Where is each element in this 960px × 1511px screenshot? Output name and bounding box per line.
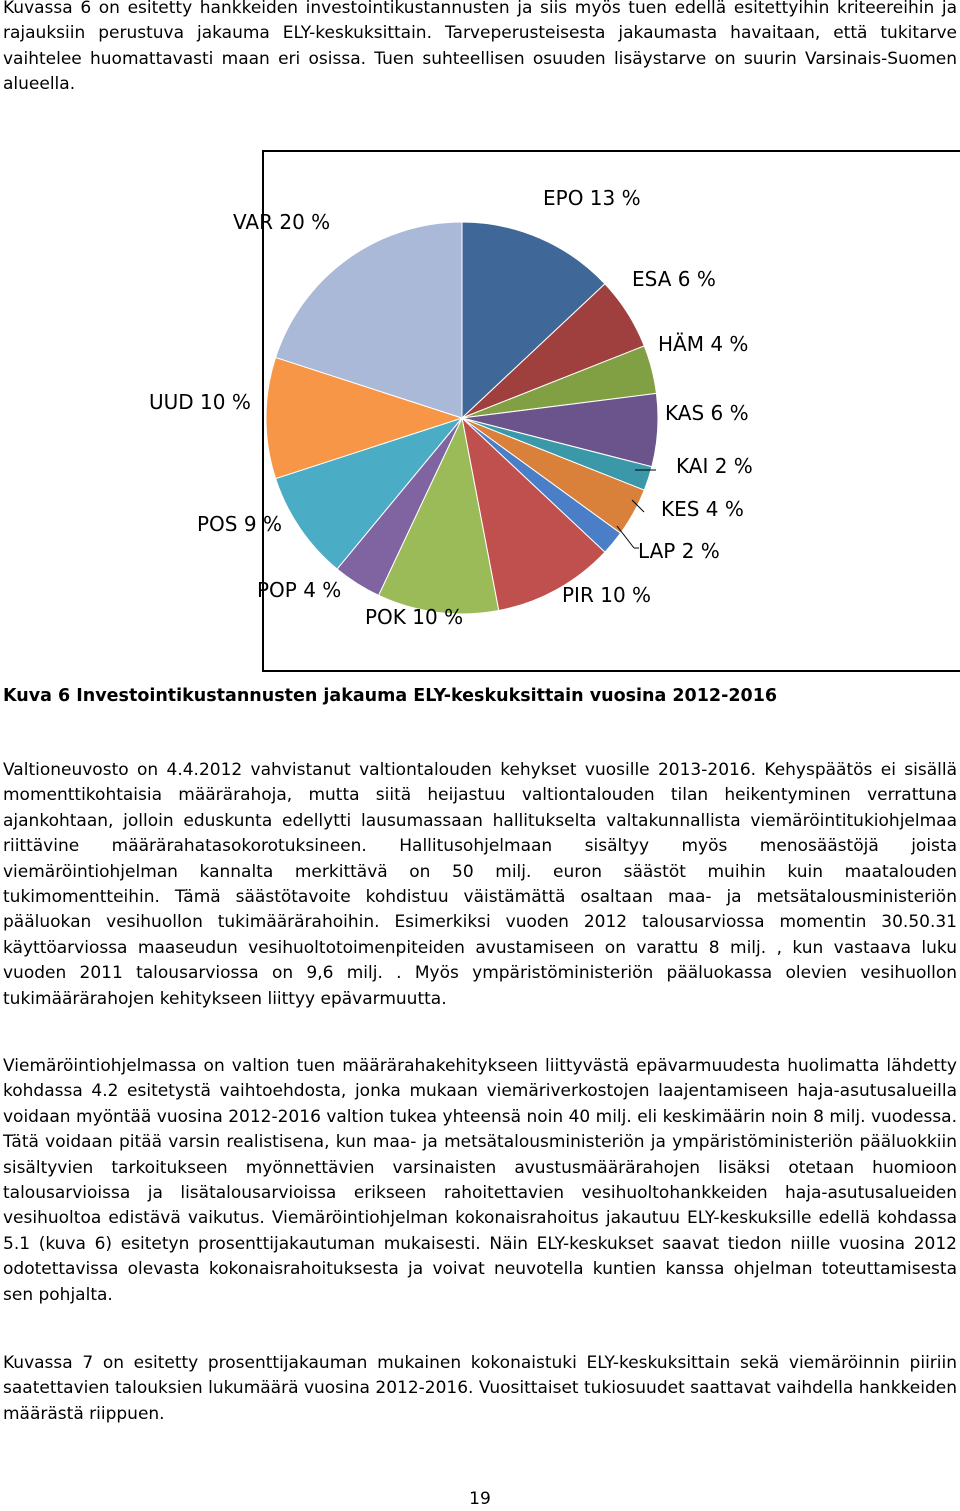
paragraph-kehykset: Valtioneuvosto on 4.4.2012 vahvistanut valtiontalouden kehykset vuosille 2013-2016. Kehyspäätös ei sisällä momenttikohtaisia määrärahoja, mutta siitä heijastuu valtiontalouden tilan heikentyminen verrattuna ajankohtaan, jolloin eduskunta edellytti lausumassaan hallitukselta valtakunnallista viemäröintitukiohjelmaa riittävine määrärahatasokorotuksineen. Hallitusohjelmaan sisältyy myös menosäästöjä joista viemäröintiohjelman kannalta merkittävä on 50 milj. euron säästöt muihin kuin maatalouden tukimomentteihin. Tämä säästötavoite kohdistuu väistämättä osaltaan maa- ja metsätalousministeriön pääluokan vesihuollon tukimäärärahoihin. Esimerkiksi vuoden 2012 talousarviossa momentin 30.50.31 käyttöarviossa maaseudun vesihuoltotoimenpiteiden avustamiseen on varattu 8 milj. , kun vastaava luku vuoden 2011 talousarviossa on 9,6 milj. . Myös ympäristöministeriön pääluokassa olevien vesihuollon tukimäärärahojen kehitykseen liittyy epävarmuutta. <box>3 760 957 1009</box>
page-number: 19 <box>469 1489 491 1509</box>
intro-paragraph: Kuvassa 6 on esitetty hankkeiden investointikustannusten ja siis myös tuen edellä esitettyihin kriteereihin ja rajauksiin perustuva jakauma ELY-keskuksittain. Tarveperusteisesta jakaumasta havaitaan, että tukitarve vaihtelee huomattavasti maan eri osissa. Tuen suhteellisen osuuden lisäystarve on suurin Varsinais-Suomen alueella. <box>3 0 957 95</box>
paragraph-viemarointiohjelma: Viemäröintiohjelmassa on valtion tuen määrärahakehitykseen liittyvästä epävarmuudesta huolimatta lähdetty kohdassa 4.2 esitetystä vaihtoehdosta, jonka mukaan viemäriverkostojen laajentamiseen haja-asutusalueilla voidaan myöntää vuosina 2012-2016 valtion tukea yhteensä noin 40 milj. eli keskimäärin noin 8 milj. vuodessa. Tätä voidaan pitää varsin realistisena, kun maa- ja metsätalousministeriön ja ympäristöministeriön pääluokkiin sisältyvien tarkoitukseen myönnettävien varsinaisten avustusmäärärahojen lisäksi otetaan huomioon talousarvioissa ja lisätalousarvioissa erikseen rahoitettavien vesihuoltohankkeiden haja-asutusalueiden vesihuoltoa edistävä vaikutus. Viemäröintiohjelman kokonaisrahoitus jakautuu ELY-keskuksille edellä kohdassa 5.1 (kuva 6) esitetyn prosenttijakautuman mukaisesti. Näin ELY-keskukset saavat tiedon niille vuosina 2012 odotettavissa olevasta kokonaisrahoituksesta ja voivat neuvotella kuntien kanssa ohjelman toteuttamisesta sen pohjalta. <box>3 1056 957 1305</box>
pie-label-kas: KAS 6 % <box>665 401 749 425</box>
pie-chart-frame <box>149 150 960 672</box>
leader-line <box>617 526 634 548</box>
paragraph-kuva-7: Kuvassa 7 on esitetty prosenttijakauman mukainen kokonaistuki ELY-keskuksittain sekä viemäröinnin piiriin saatettavien talouksien lukumäärä vuosina 2012-2016. Vuosittaiset tukiosuudet saattavat vaihdella hankkeiden määrästä riippuen. <box>3 1353 957 1424</box>
pie-label-uud: UUD 10 % <box>149 390 251 414</box>
pie-label-häm: HÄM 4 % <box>658 332 749 356</box>
pie-label-pop: POP 4 % <box>257 578 342 602</box>
pie-label-kes: KES 4 % <box>661 497 744 521</box>
pie-label-pir: PIR 10 % <box>562 583 652 607</box>
pie-label-esa: ESA 6 % <box>632 267 716 291</box>
pie-label-pos: POS 9 % <box>197 512 282 536</box>
pie-label-pok: POK 10 % <box>365 605 464 629</box>
pie-label-lap: LAP 2 % <box>638 539 720 563</box>
pie-label-kai: KAI 2 % <box>676 454 753 478</box>
pie-chart <box>149 152 960 674</box>
figure-caption: Kuva 6 Investointikustannusten jakauma ELY-keskuksittain vuosina 2012-2016 <box>3 686 778 706</box>
pie-label-epo: EPO 13 % <box>543 186 641 210</box>
pie-label-var: VAR 20 % <box>233 210 331 234</box>
